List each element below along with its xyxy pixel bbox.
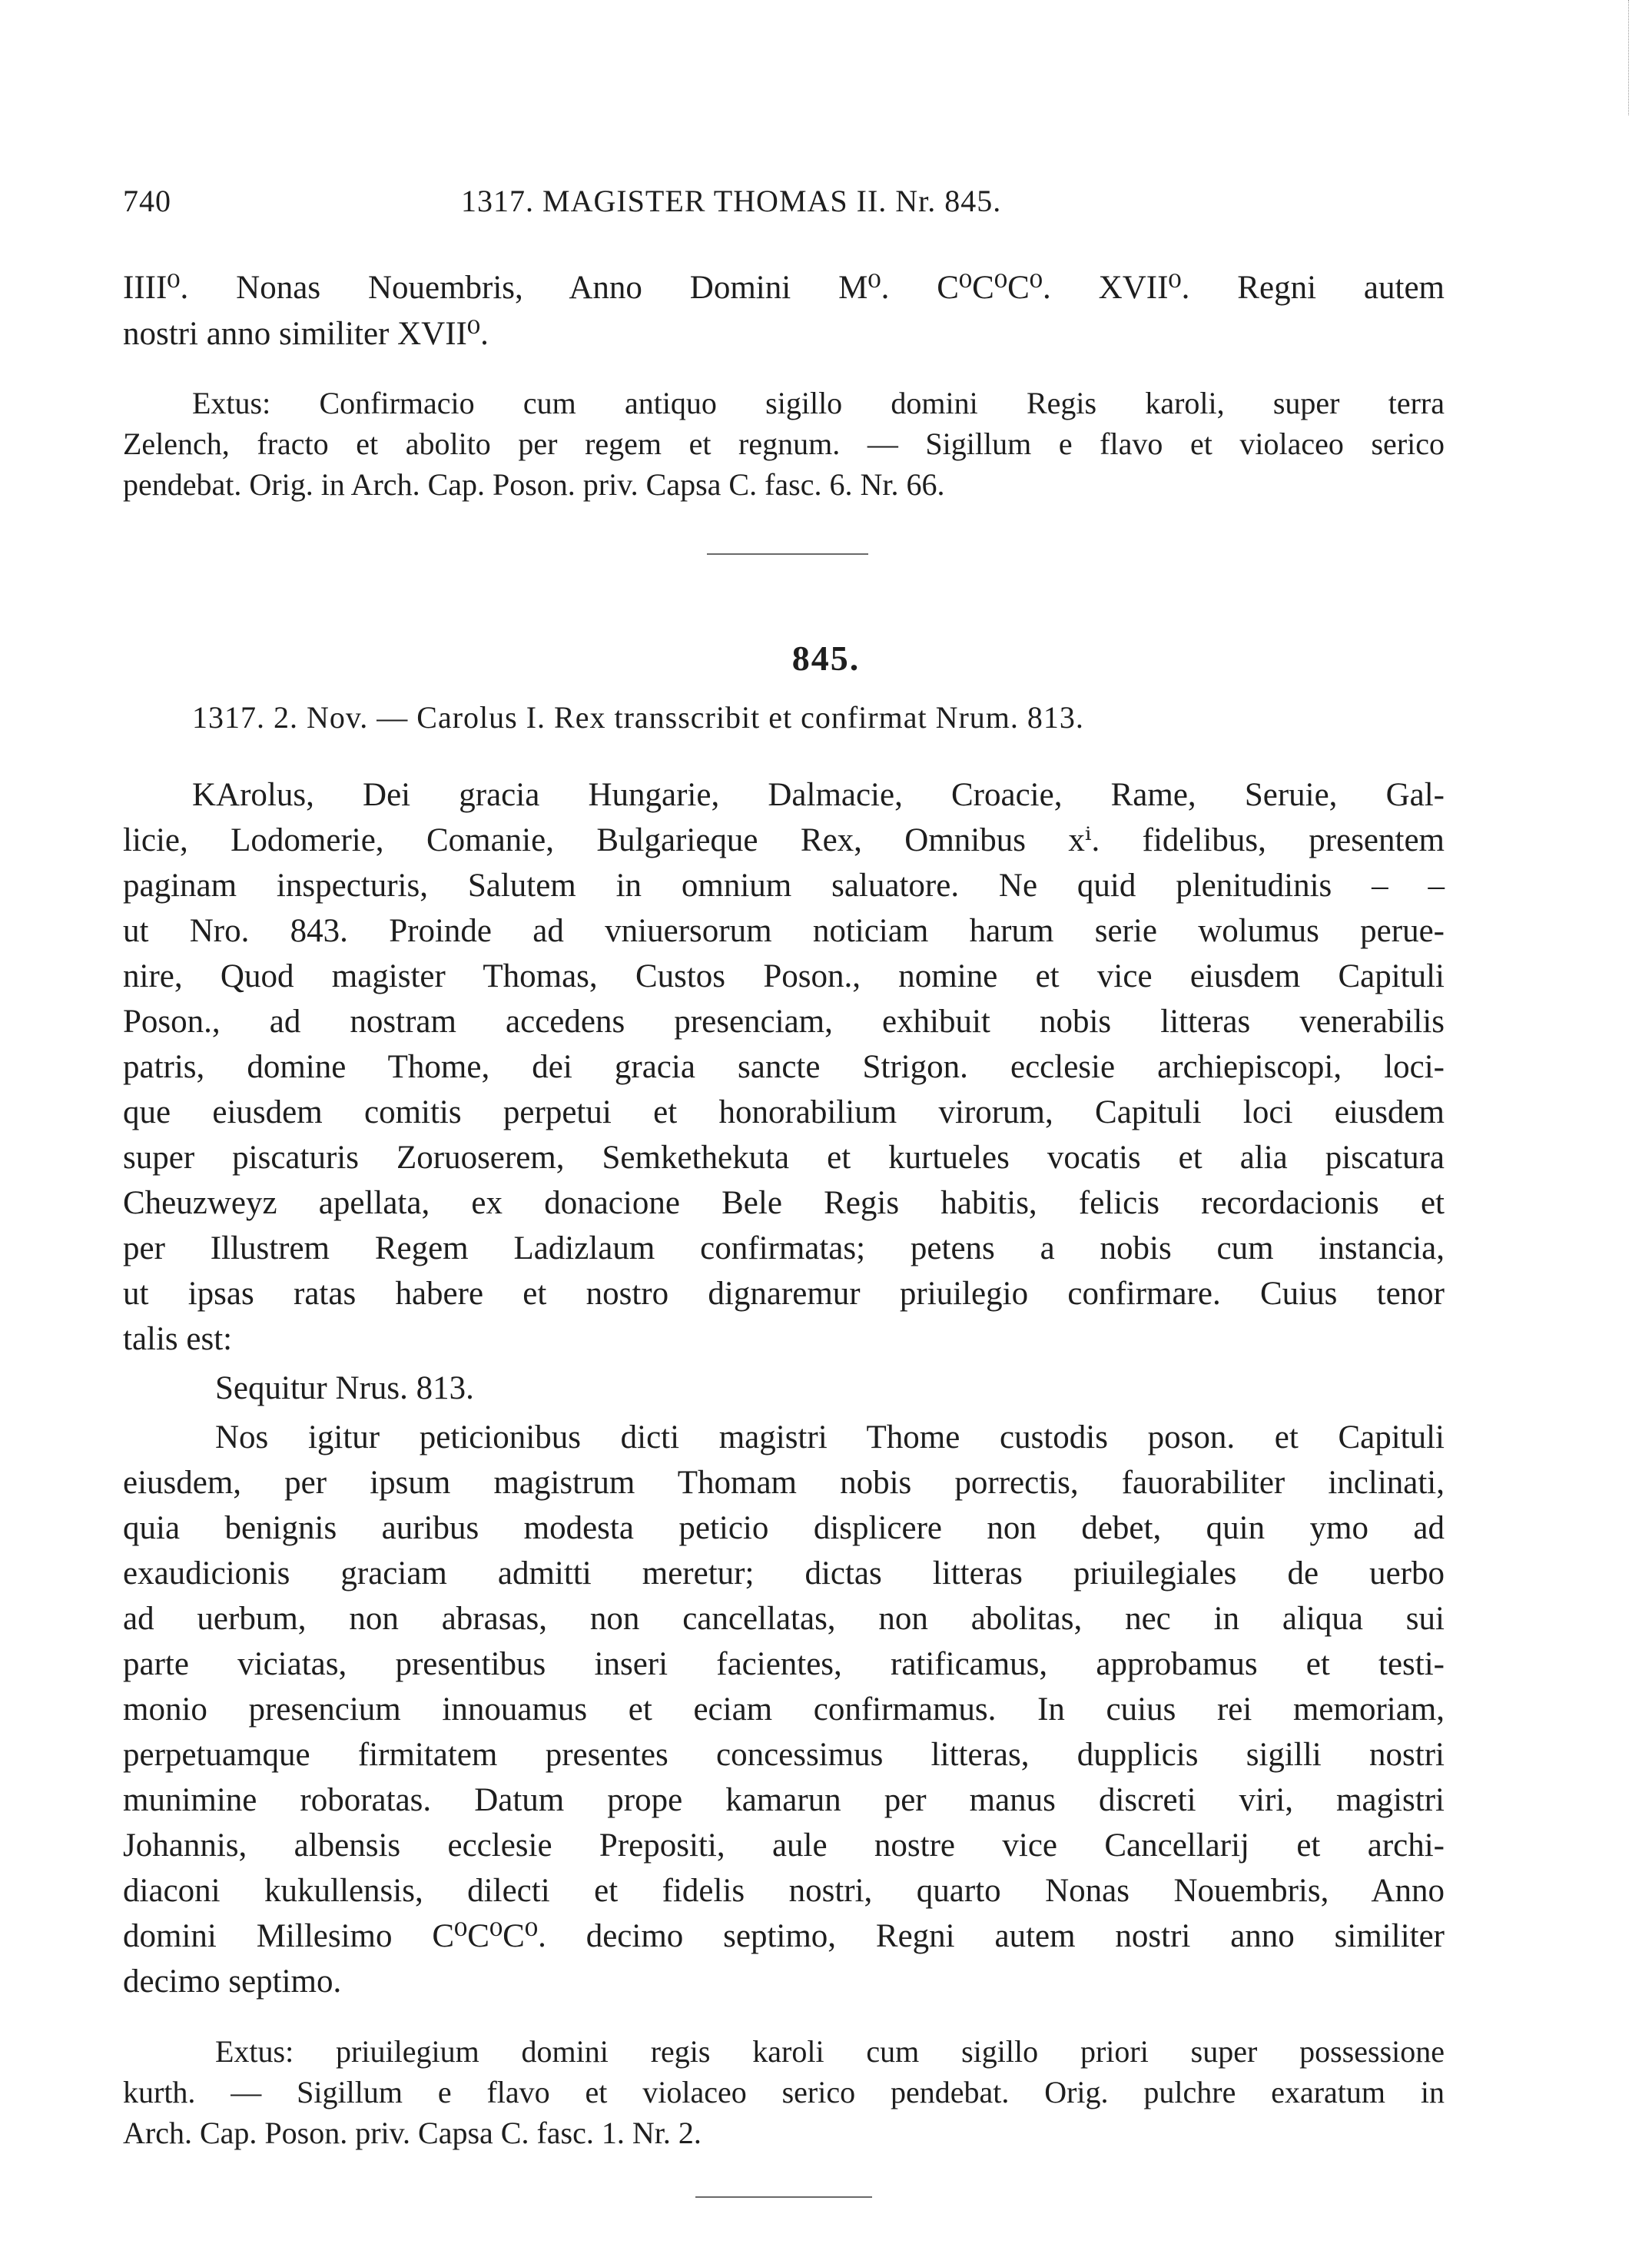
body-line: super piscaturis Zoruoserem, Semkethekuta et kurtueles vocatis et alia piscatura	[123, 1140, 1445, 1176]
prev-doc-line: nostri anno similiter XVII⁰.	[123, 316, 489, 352]
body-line: Johannis, albensis ecclesie Prepositi, aule nostre vice Cancellarij et archi-	[123, 1827, 1445, 1864]
body-line: paginam inspecturis, Salutem in omnium saluatore. Ne quid plenitudinis – –	[123, 868, 1445, 904]
prev-doc-line: IIII⁰. Nonas Nouembris, Anno Domini M⁰. C⁰C⁰C⁰. XVII⁰. Regni autem	[123, 270, 1445, 306]
body-line: talis est:	[123, 1321, 233, 1357]
document-number: 845.	[791, 639, 861, 678]
body-line: exaudicionis graciam admitti meretur; dictas litteras priuilegiales de uerbo	[123, 1555, 1445, 1592]
body-line: licie, Lodomerie, Comanie, Bulgarieque Rex, Omnibus xⁱ. fidelibus, presentem	[123, 822, 1445, 858]
body-line: ut Nro. 843. Proinde ad vniuersorum noticiam harum serie wolumus perue-	[123, 913, 1445, 949]
body-line: parte viciatas, presentibus inseri facientes, ratificamus, approbamus et testi-	[123, 1646, 1445, 1682]
body-line: eiusdem, per ipsum magistrum Thomam nobis porrectis, fauorabiliter inclinati,	[123, 1465, 1445, 1501]
body-line: domini Millesimo C⁰C⁰C⁰. decimo septimo, Regni autem nostri anno similiter	[123, 1918, 1445, 1954]
body-line: Poson., ad nostram accedens presenciam, exhibuit nobis litteras venerabilis	[123, 1004, 1445, 1040]
scan-edge-marks	[1628, 0, 1646, 115]
sequitur-line: Sequitur Nrus. 813.	[215, 1370, 474, 1406]
extus-line: Extus: priuilegium domini regis karoli cum sigillo priori super possessione	[215, 2034, 1445, 2069]
extus-line: Arch. Cap. Poson. priv. Capsa C. fasc. 1. Nr. 2.	[123, 2116, 702, 2150]
body-line: diaconi kukullensis, dilecti et fidelis nostri, quarto Nonas Nouembris, Anno	[123, 1873, 1445, 1909]
body-line: patris, domine Thome, dei gracia sancte Strigon. ecclesie archiepiscopi, loci-	[123, 1049, 1445, 1085]
section-divider	[707, 553, 868, 555]
prev-extus-line: Zelench, fracto et abolito per regem et regnum. — Sigillum e flavo et violaceo serico	[123, 427, 1445, 461]
body-line: perpetuamque firmitatem presentes concessimus litteras, dupplicis sigilli nostri	[123, 1737, 1445, 1773]
section-divider	[695, 2196, 872, 2198]
body-line: KArolus, Dei gracia Hungarie, Dalmacie, Croacie, Rame, Seruie, Gal-	[192, 777, 1445, 813]
body-line: monio presencium innouamus et eciam confirmamus. In cuius rei memoriam,	[123, 1691, 1445, 1728]
body-line: Cheuzweyz apellata, ex donacione Bele Regis habitis, felicis recordacionis et	[123, 1185, 1445, 1221]
body-line: ut ipsas ratas habere et nostro dignaremur priuilegio confirmare. Cuius tenor	[123, 1276, 1445, 1312]
extus-line: kurth. — Sigillum e flavo et violaceo serico pendebat. Orig. pulchre exaratum in	[123, 2075, 1445, 2109]
body-line: que eiusdem comitis perpetui et honorabilium virorum, Capituli loci eiusdem	[123, 1094, 1445, 1130]
body-line: munimine roboratas. Datum prope kamarun per manus discreti viri, magistri	[123, 1782, 1445, 1818]
prev-extus-line: Extus: Confirmacio cum antiquo sigillo domini Regis karoli, super terra	[192, 386, 1445, 420]
running-head	[123, 183, 1445, 229]
body-line: nire, Quod magister Thomas, Custos Poson., nomine et vice eiusdem Capituli	[123, 958, 1445, 994]
body-line: per Illustrem Regem Ladizlaum confirmatas; petens a nobis cum instancia,	[123, 1230, 1445, 1266]
prev-extus-line: pendebat. Orig. in Arch. Cap. Poson. priv. Capsa C. fasc. 6. Nr. 66.	[123, 467, 945, 502]
regest-line: 1317. 2. Nov. — Carolus I. Rex transscribit et confirmat Nrum. 813.	[192, 700, 1084, 735]
body-line: decimo septimo.	[123, 1963, 342, 2000]
running-head-title: 1317. MAGISTER THOMAS II. Nr. 845.	[461, 184, 1002, 218]
page-number: 740	[123, 184, 171, 218]
body-line: ad uerbum, non abrasas, non cancellatas, non abolitas, nec in aliqua sui	[123, 1601, 1445, 1637]
body-line: quia benignis auribus modesta peticio displicere non debet, quin ymo ad	[123, 1510, 1445, 1546]
body-line: Nos igitur peticionibus dicti magistri Thome custodis poson. et Capituli	[215, 1419, 1445, 1455]
